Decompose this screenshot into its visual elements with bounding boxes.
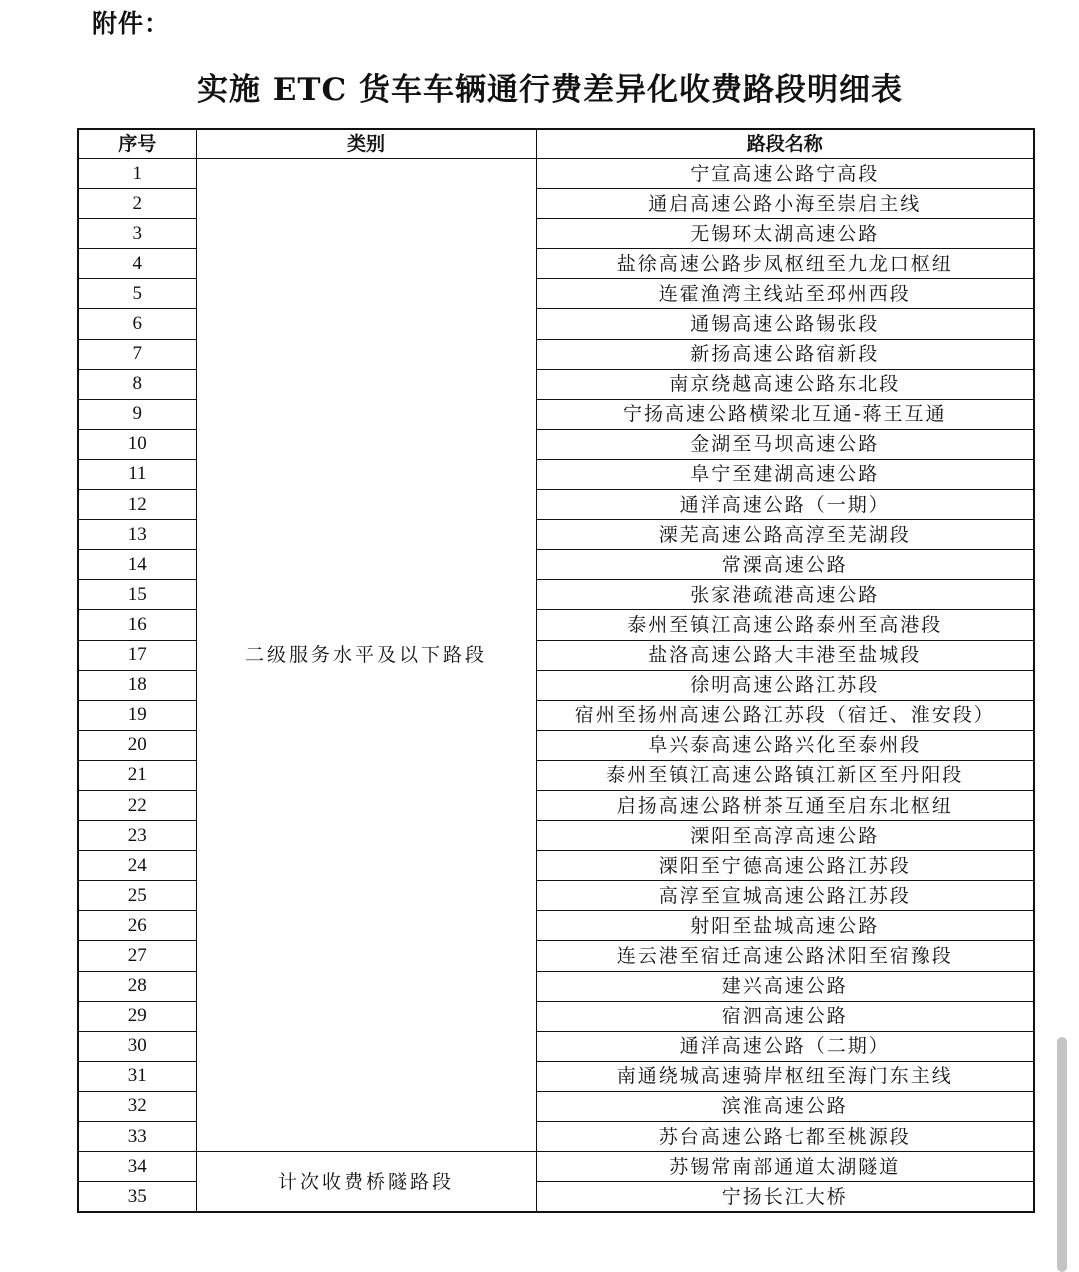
- row-seq: 33: [78, 1122, 196, 1152]
- row-road-name: 阜兴泰高速公路兴化至泰州段: [536, 730, 1034, 760]
- row-road-name: 通洋高速公路（二期）: [536, 1031, 1034, 1061]
- row-seq: 28: [78, 971, 196, 1001]
- row-seq: 11: [78, 459, 196, 489]
- page-title: 实施 ETC 货车车辆通行费差异化收费路段明细表: [197, 72, 903, 108]
- row-seq: 12: [78, 490, 196, 520]
- row-road-name: 连云港至宿迁高速公路沭阳至宿豫段: [536, 941, 1034, 971]
- row-seq: 24: [78, 851, 196, 881]
- road-section-table: [77, 128, 1035, 1213]
- row-seq: 31: [78, 1061, 196, 1091]
- row-seq: 18: [78, 670, 196, 700]
- table-header-row: [78, 129, 1034, 159]
- row-seq: 26: [78, 911, 196, 941]
- row-seq: 32: [78, 1091, 196, 1121]
- row-road-name: 金湖至马坝高速公路: [536, 429, 1034, 459]
- row-road-name: 建兴高速公路: [536, 971, 1034, 1001]
- row-seq: 17: [78, 640, 196, 670]
- row-road-name: 苏锡常南部通道太湖隧道: [536, 1152, 1034, 1182]
- table-row: [78, 1152, 1034, 1182]
- row-road-name: 溧阳至宁德高速公路江苏段: [536, 851, 1034, 881]
- row-seq: 14: [78, 550, 196, 580]
- row-seq: 7: [78, 339, 196, 369]
- row-road-name: 泰州至镇江高速公路泰州至高港段: [536, 610, 1034, 640]
- row-road-name: 苏台高速公路七都至桃源段: [536, 1122, 1034, 1152]
- row-seq: 6: [78, 309, 196, 339]
- row-road-name: 泰州至镇江高速公路镇江新区至丹阳段: [536, 760, 1034, 790]
- row-seq: 25: [78, 881, 196, 911]
- vertical-scrollbar[interactable]: [1057, 1037, 1067, 1272]
- row-road-name: 宿州至扬州高速公路江苏段（宿迁、淮安段）: [536, 700, 1034, 730]
- row-road-name: 通锡高速公路锡张段: [536, 309, 1034, 339]
- row-seq: 9: [78, 399, 196, 429]
- row-category: 计次收费桥隧路段: [196, 1152, 536, 1213]
- table-body: [78, 159, 1034, 1213]
- row-road-name: 启扬高速公路栟茶互通至启东北枢纽: [536, 790, 1034, 820]
- row-road-name: 宿泗高速公路: [536, 1001, 1034, 1031]
- row-seq: 20: [78, 730, 196, 760]
- row-road-name: 溧阳至高淳高速公路: [536, 821, 1034, 851]
- row-road-name: 无锡环太湖高速公路: [536, 219, 1034, 249]
- row-road-name: 盐徐高速公路步凤枢纽至九龙口枢纽: [536, 249, 1034, 279]
- row-road-name: 阜宁至建湖高速公路: [536, 459, 1034, 489]
- row-road-name: 南京绕越高速公路东北段: [536, 369, 1034, 399]
- row-road-name: 徐明高速公路江苏段: [536, 670, 1034, 700]
- row-road-name: 溧芜高速公路高淳至芜湖段: [536, 520, 1034, 550]
- row-seq: 1: [78, 159, 196, 189]
- row-category: 二级服务水平及以下路段: [196, 159, 536, 1152]
- row-seq: 21: [78, 760, 196, 790]
- row-seq: 19: [78, 700, 196, 730]
- row-road-name: 高淳至宣城高速公路江苏段: [536, 881, 1034, 911]
- row-road-name: 常溧高速公路: [536, 550, 1034, 580]
- attachment-label: 附件：: [92, 9, 171, 38]
- row-road-name: 通洋高速公路（一期）: [536, 490, 1034, 520]
- header-seq: 序号: [78, 129, 196, 159]
- row-seq: 10: [78, 429, 196, 459]
- row-road-name: 通启高速公路小海至崇启主线: [536, 189, 1034, 219]
- row-seq: 8: [78, 369, 196, 399]
- row-seq: 3: [78, 219, 196, 249]
- row-seq: 35: [78, 1182, 196, 1213]
- row-seq: 30: [78, 1031, 196, 1061]
- row-seq: 29: [78, 1001, 196, 1031]
- row-road-name: 宁扬高速公路横梁北互通-蒋王互通: [536, 399, 1034, 429]
- row-road-name: 盐洛高速公路大丰港至盐城段: [536, 640, 1034, 670]
- row-road-name: 南通绕城高速骑岸枢纽至海门东主线: [536, 1061, 1034, 1091]
- header-category: 类别: [196, 129, 536, 159]
- row-seq: 22: [78, 790, 196, 820]
- row-road-name: 新扬高速公路宿新段: [536, 339, 1034, 369]
- row-road-name: 宁扬长江大桥: [536, 1182, 1034, 1213]
- row-road-name: 射阳至盐城高速公路: [536, 911, 1034, 941]
- row-seq: 16: [78, 610, 196, 640]
- row-road-name: 连霍渔湾主线站至邳州西段: [536, 279, 1034, 309]
- row-road-name: 张家港疏港高速公路: [536, 580, 1034, 610]
- row-seq: 13: [78, 520, 196, 550]
- row-seq: 34: [78, 1152, 196, 1182]
- row-seq: 2: [78, 189, 196, 219]
- header-road-name: 路段名称: [536, 129, 1034, 159]
- row-seq: 23: [78, 821, 196, 851]
- row-road-name: 滨淮高速公路: [536, 1091, 1034, 1121]
- row-road-name: 宁宣高速公路宁高段: [536, 159, 1034, 189]
- row-seq: 5: [78, 279, 196, 309]
- row-seq: 27: [78, 941, 196, 971]
- table-row: [78, 159, 1034, 189]
- row-seq: 4: [78, 249, 196, 279]
- row-seq: 15: [78, 580, 196, 610]
